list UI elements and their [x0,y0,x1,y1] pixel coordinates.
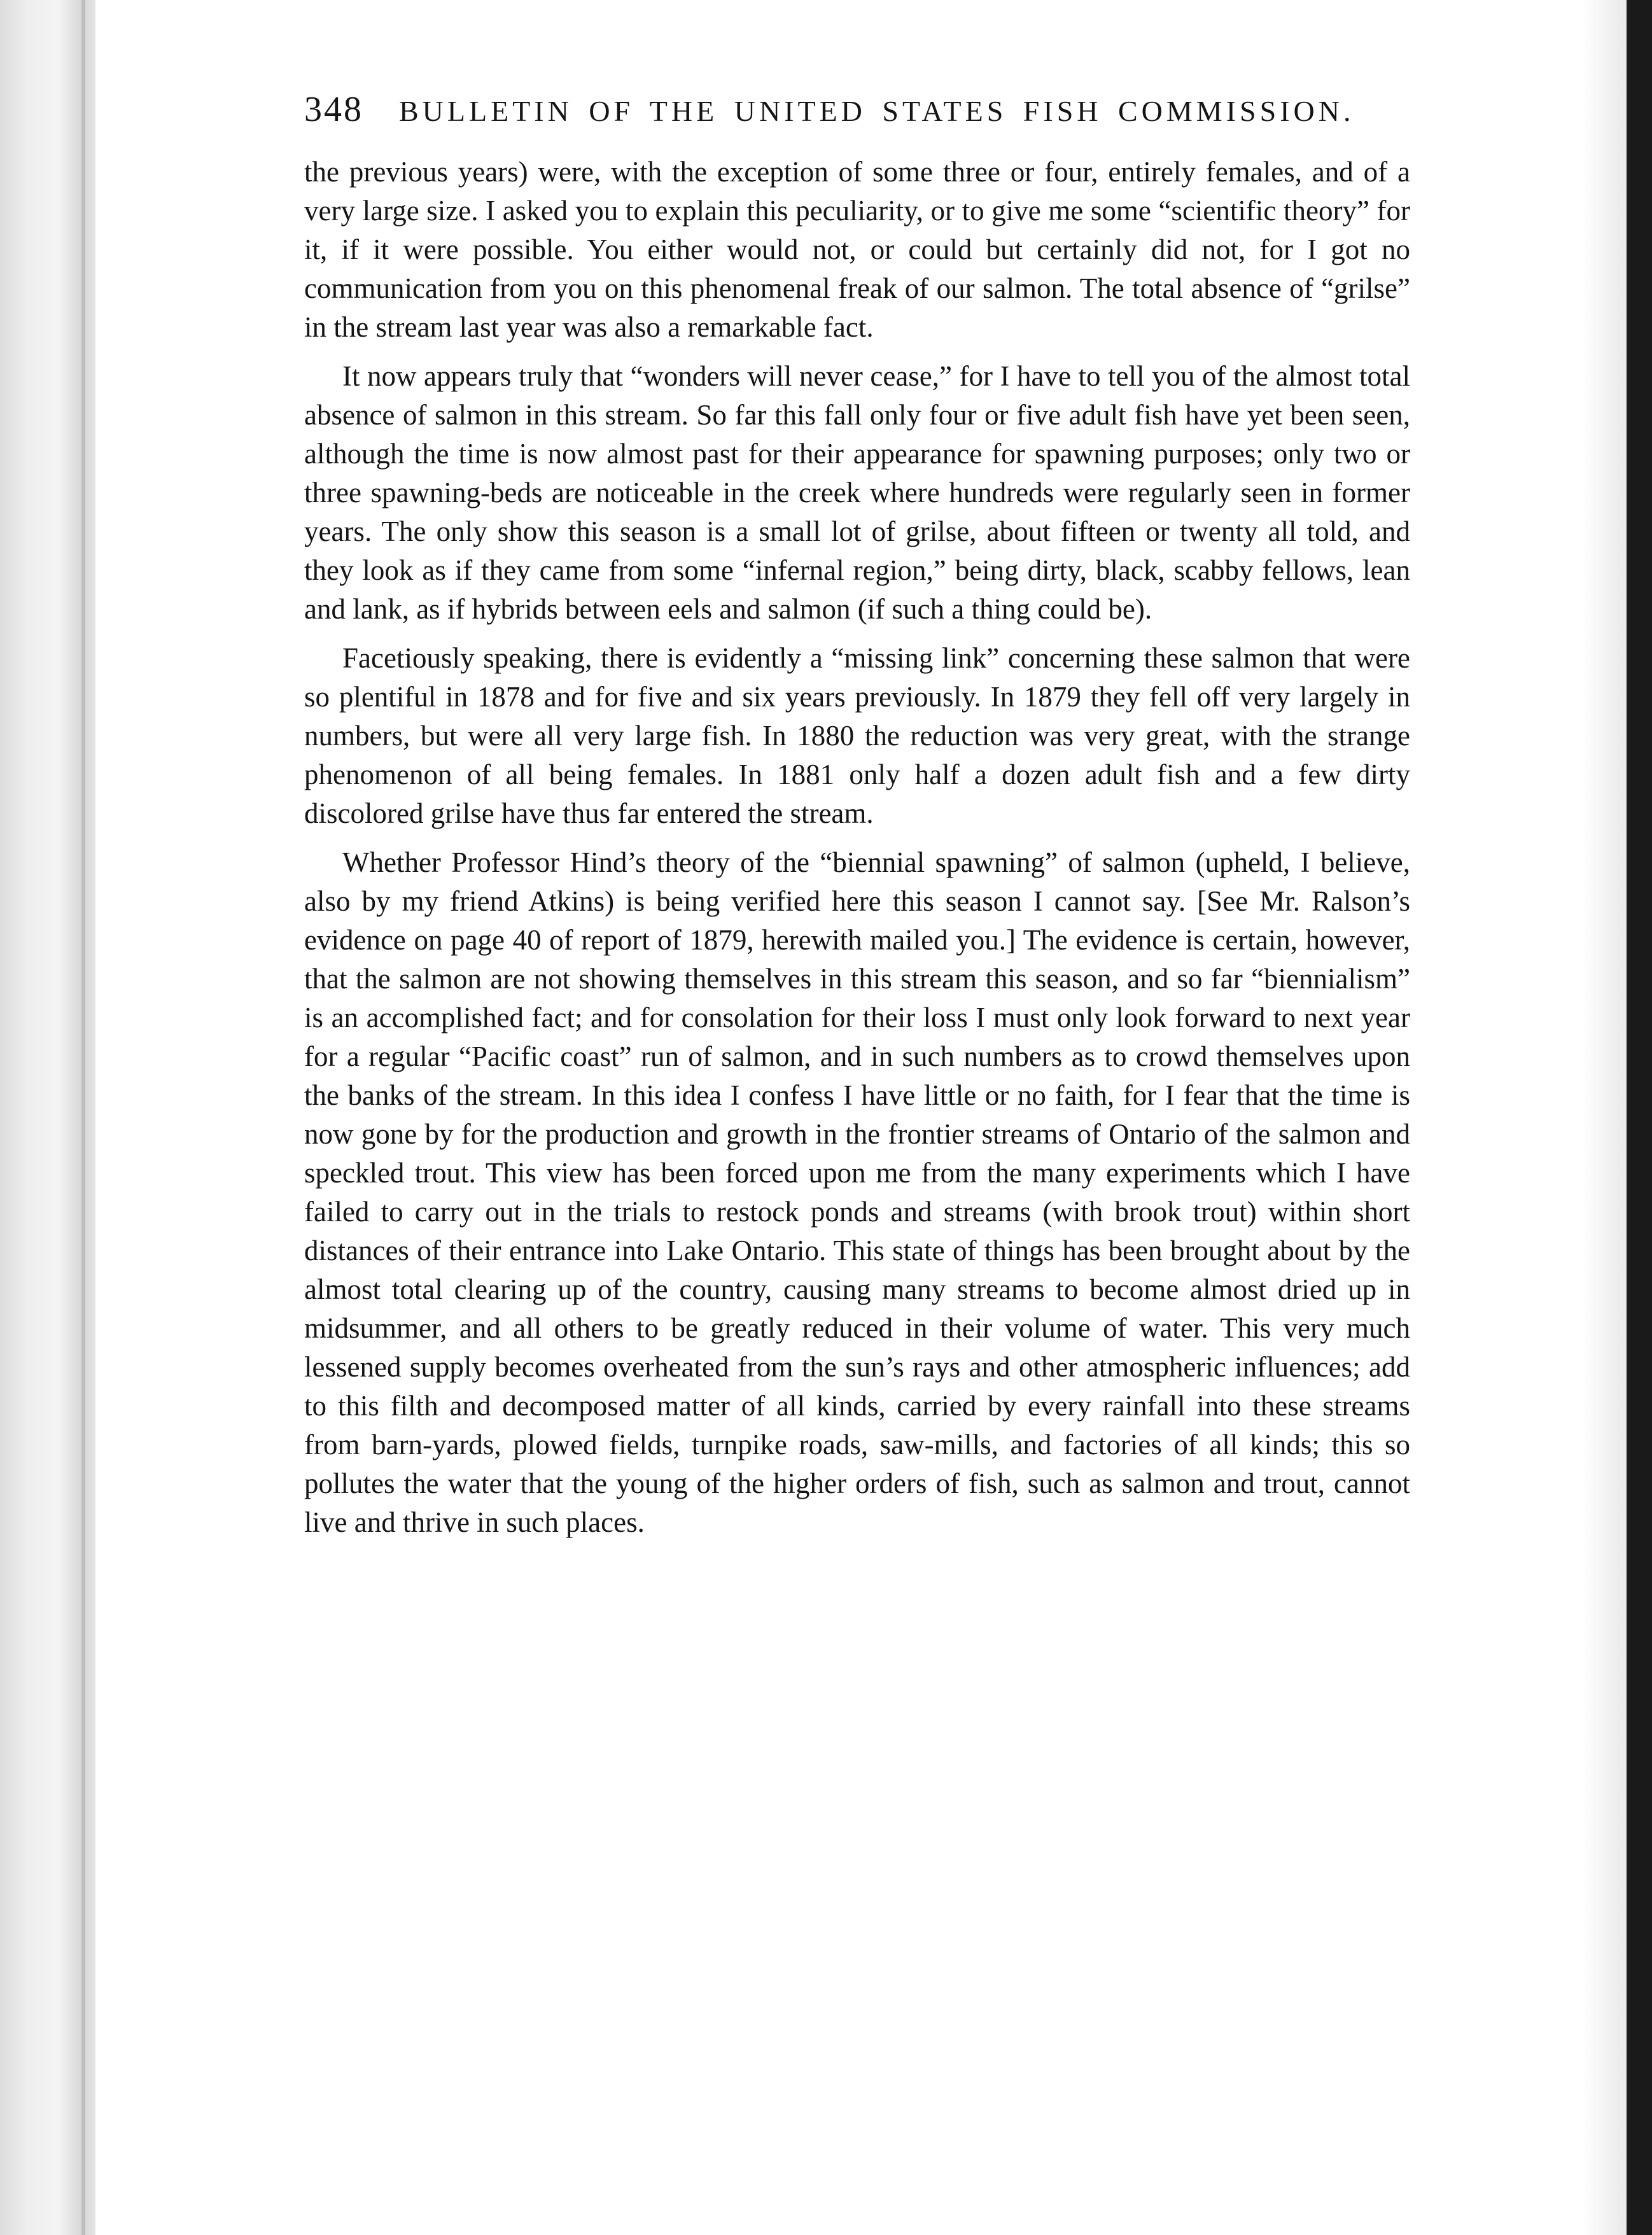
page-number: 348 [304,90,363,129]
running-head-title: BULLETIN OF THE UNITED STATES FISH COMMISSION. [399,95,1355,127]
gutter-fold-line [81,0,85,2235]
page-edge-border [1627,0,1652,2235]
page-body [304,89,1410,1542]
paragraph-wonders: It now appears truly that “wonders will never cease,” for I have to tell you of the almost total absence of salmon in this stream. So far this fall only four or five adult fish have yet been seen, although the time is now almost past for their appearance for spawning purposes; only two or three spawning-beds are noticeable in the creek where hundreds were regularly seen in former years. The only show this season is a small lot of grilse, about fifteen or twenty all told, and they look as if they came from some “infernal region,” being dirty, black, scabby fellows, lean and lank, as if hybrids between eels and salmon (if such a thing could be). [304,360,1410,625]
running-head [304,89,1410,153]
paragraph-continuation: the previous years) were, with the exception of some three or four, entirely females, and of a very large size. I asked you to explain this peculiarity, or to give me some “scientific theory” for it, if it were possible. You either would not, or could but certainly did not, for I got no communication from you on this phenomenal freak of our salmon. The total absence of “grilse” in the stream last year was also a remarkable fact. [304,156,1410,343]
paragraph-missing-link: Facetiously speaking, there is evidently a “missing link” concerning these salmon that were so plentiful in 1878 and for five and six years previously. In 1879 they fell off very largely in numbers, but were all very large fish. In 1880 the reduction was very great, with the strange phenomenon of all being females. In 1881 only half a dozen adult fish and a few dirty discolored grilse have thus far entered the stream. [304,642,1410,829]
paragraph-biennial-spawning: Whether Professor Hind’s theory of the “biennial spawning” of salmon (upheld, I believe, also by my friend Atkins) is being verified here this season I cannot say. [See Mr. Ralson’s evidence on page 40 of report of 1879, herewith mailed you.] The evidence is certain, however, that the salmon are not showing themselves in this stream this season, and so far “biennialism” is an accomplished fact; and for consolation for their loss I must only look forward to next year for a regular “Pacific coast” run of salmon, and in such numbers as to crowd themselves upon the banks of the stream. In this idea I confess I have little or no faith, for I fear that the time is now gone by for the production and growth in the frontier streams of Ontario of the salmon and speckled trout. This view has been forced upon me from the many experiments which I have failed to carry out in the trials to restock ponds and streams (with brook trout) within short distances of their entrance into Lake Ontario. This state of things has been brought about by the almost total clearing up of the country, causing many streams to become almost dried up in midsummer, and all others to be greatly reduced in their volume of water. This very much lessened supply becomes overheated from the sun’s rays and other atmospheric influences; add to this filth and decomposed matter of all kinds, carried by every rainfall into these streams from barn-yards, plowed fields, turnpike roads, saw-mills, and factories of all kinds; this so pollutes the water that the young of the higher orders of fish, such as salmon and trout, cannot live and thrive in such places. [304,846,1410,1538]
page-edge-shade [1582,0,1627,2235]
